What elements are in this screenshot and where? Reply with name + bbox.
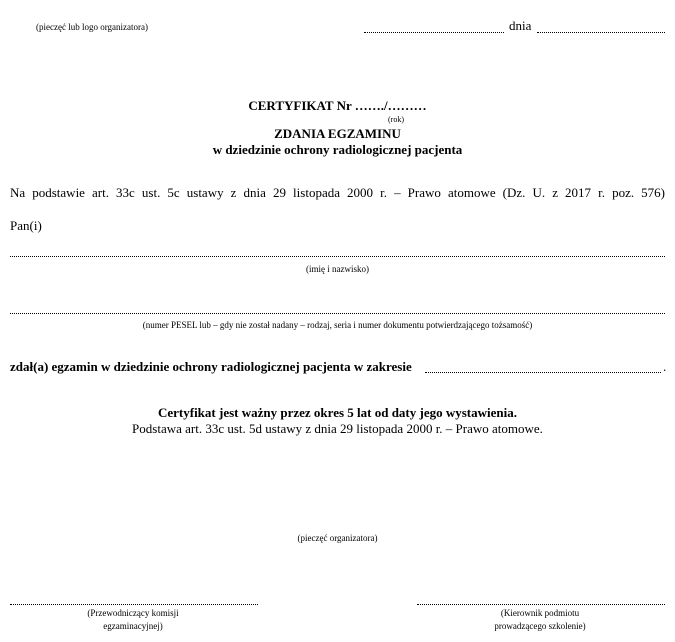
name-caption: (imię i nazwisko) xyxy=(306,264,369,274)
id-field[interactable] xyxy=(10,313,665,314)
organizer-stamp-footer: (pieczęć organizatora) xyxy=(297,533,378,543)
passed-exam-text: zdał(a) egzamin w dziedzinie ochrony radiologicznej pacjenta w zakresie xyxy=(10,359,412,374)
certificate-title: CERTYFIKAT Nr ……./……… xyxy=(248,98,427,113)
chairman-signature-caption: (Przewodniczący komisji egzaminacyjnej) xyxy=(87,608,179,631)
certificate-domain: w dziedzinie ochrony radiologicznej pacjenta xyxy=(212,142,463,157)
place-field[interactable] xyxy=(364,32,504,33)
id-caption: (numer PESEL lub – gdy nie został nadany – rodzaj, seria i numer dokumentu potwierdzającego tożsamość) xyxy=(142,320,533,330)
head-signature-caption: (Kierownik podmiotu prowadzącego szkolenie) xyxy=(494,608,586,631)
legal-basis-text: Na podstawie art. 33c ust. 5c ustawy z dnia 29 listopada 2000 r. – Prawo atomowe (Dz. U. z 2017 r. poz. 576) xyxy=(10,185,665,200)
scope-field[interactable] xyxy=(425,372,661,373)
date-label: dnia xyxy=(509,18,532,33)
chairman-signature-field[interactable] xyxy=(10,604,258,605)
organizer-stamp-caption: (pieczęć lub logo organizatora) xyxy=(36,22,149,32)
addressee-label: Pan(i) xyxy=(10,218,42,233)
validity-statement: Certyfikat jest ważny przez okres 5 lat od daty jego wystawienia. xyxy=(157,405,517,420)
certificate-subtitle: ZDANIA EGZAMINU xyxy=(274,126,401,141)
name-field[interactable] xyxy=(10,256,665,257)
year-hint: (rok) xyxy=(388,115,404,124)
date-field[interactable] xyxy=(537,32,665,33)
head-signature-field[interactable] xyxy=(417,604,665,605)
validity-basis: Podstawa art. 33c ust. 5d ustawy z dnia 29 listopada 2000 r. – Prawo atomowe. xyxy=(132,421,543,436)
